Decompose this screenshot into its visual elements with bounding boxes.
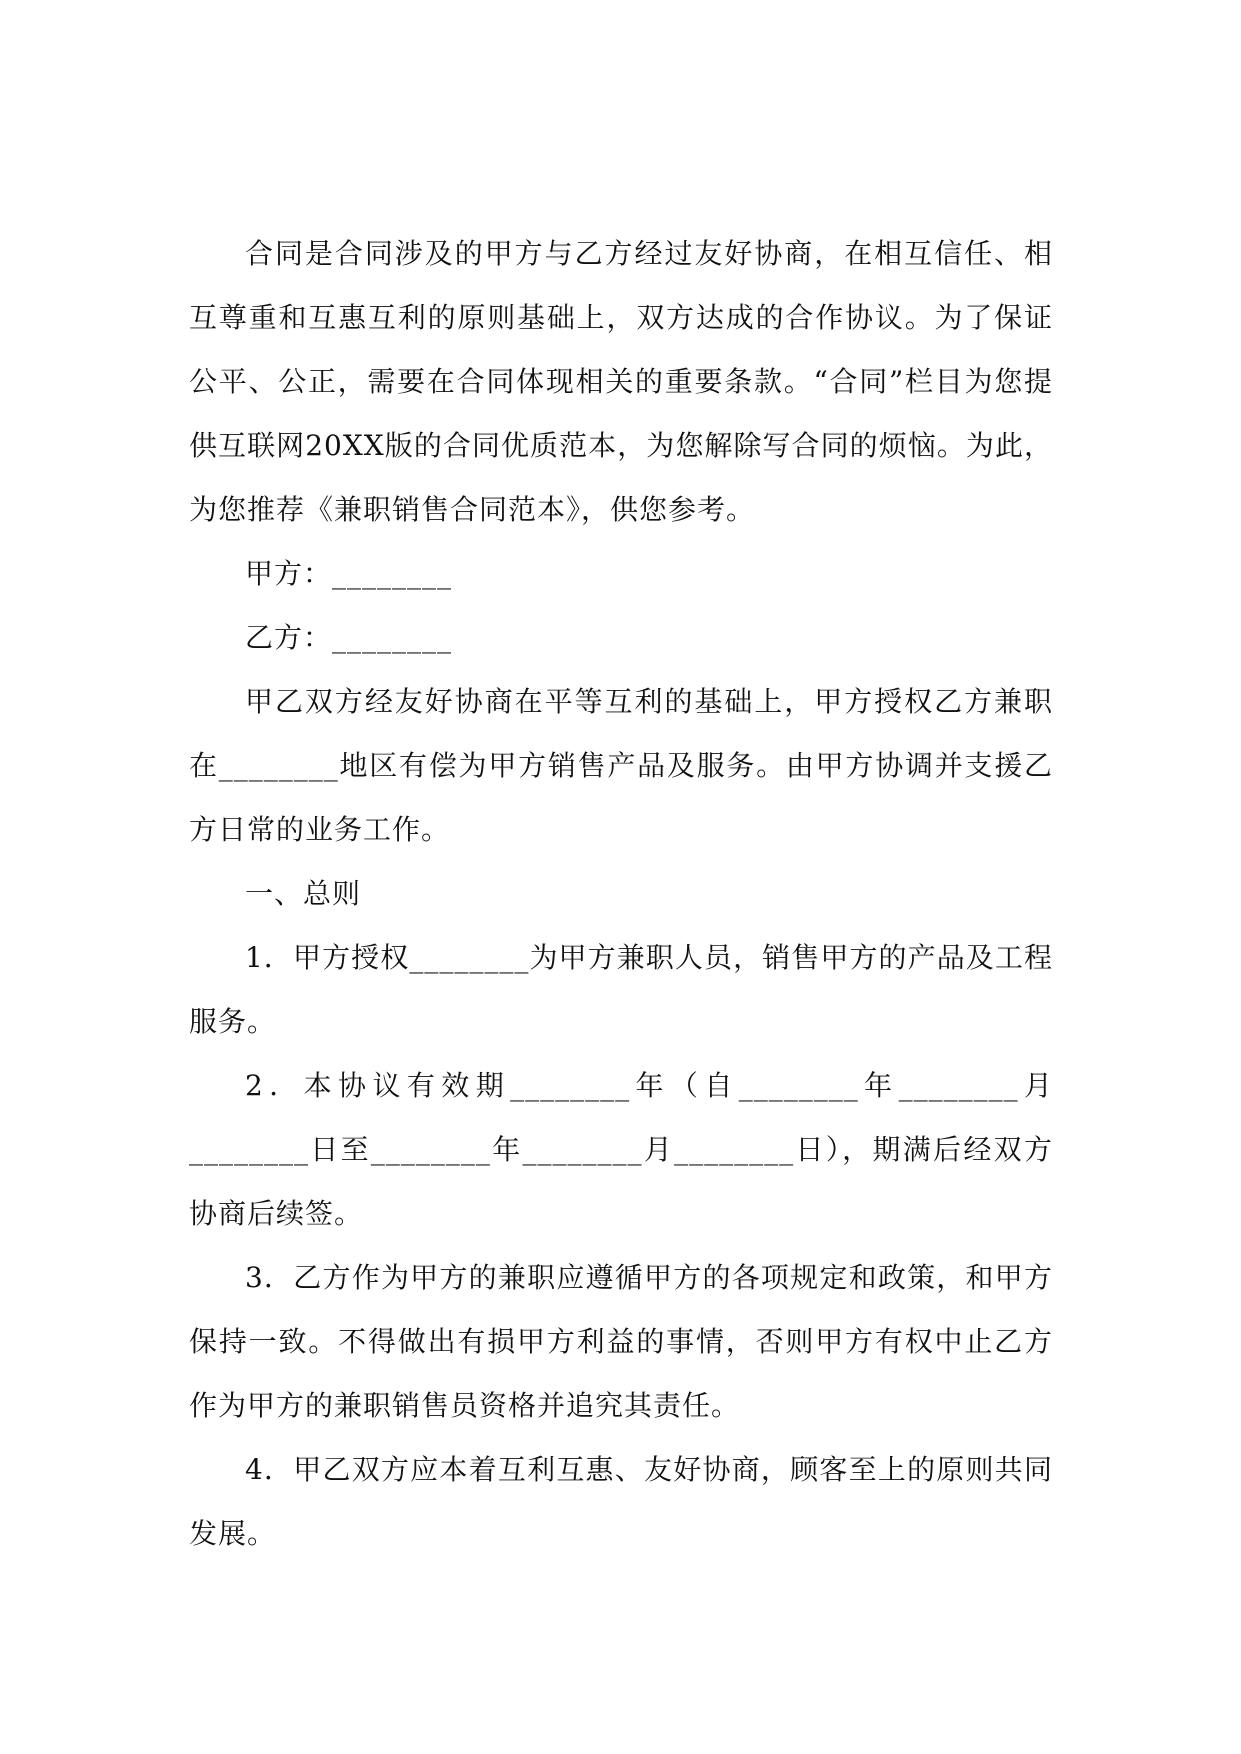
clause-4: 4．甲乙双方应本着互利互惠、友好协商，顾客至上的原则共同发展。: [189, 1453, 1053, 1550]
party-b-line: 乙方：________: [245, 621, 453, 654]
party-a-line: 甲方：________: [245, 557, 453, 590]
agreement-paragraph: 甲乙双方经友好协商在平等互利的基础上，甲方授权乙方兼职在________地区有偿为甲方销售产品及服务。由甲方协调并支援乙方日常的业务工作。: [189, 685, 1053, 846]
intro-paragraph: 合同是合同涉及的甲方与乙方经过友好协商，在相互信任、相互尊重和互惠互利的原则基础上，双方达成的合作协议。为了保证公平、公正，需要在合同体现相关的重要条款。“合同”栏目为您提供互联网20XX版的合同优质范本，为您解除写合同的烦恼。为此，为您推荐《兼职销售合同范本》，供您参考。: [189, 237, 1053, 526]
document-body: [189, 222, 1053, 1566]
clause-2: 2．本协议有效期________年（自________年________月________日至________年________月________日），期满后经双方协商后续签。: [189, 1069, 1053, 1230]
section-heading-general: 一、总则: [245, 877, 362, 910]
clause-3: 3．乙方作为甲方的兼职应遵循甲方的各项规定和政策，和甲方保持一致。不得做出有损甲方利益的事情，否则甲方有权中止乙方作为甲方的兼职销售员资格并追究其责任。: [189, 1261, 1053, 1422]
clause-1: 1．甲方授权________为甲方兼职人员，销售甲方的产品及工程服务。: [189, 941, 1053, 1038]
